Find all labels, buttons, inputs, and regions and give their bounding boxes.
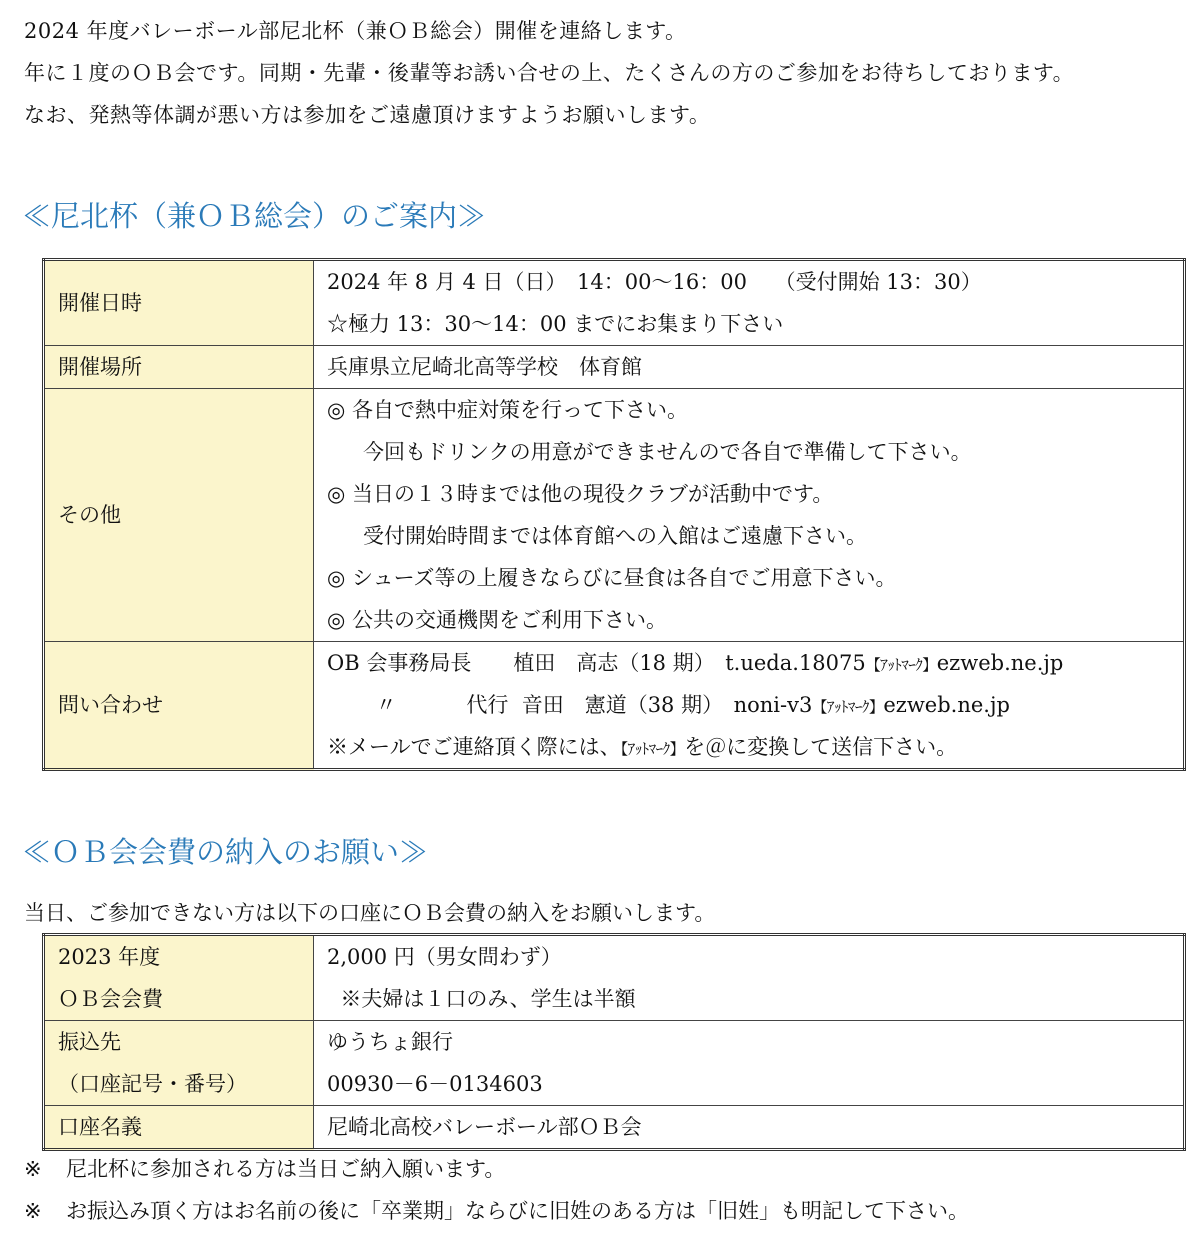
venue-value: 兵庫県立尼崎北高等学校 体育館 xyxy=(314,346,1185,389)
at-mark-text: 【ｱｯﾄﾏｰｸ】 xyxy=(812,698,884,716)
account-value: ゆうちょ銀行 00930－6－0134603 xyxy=(314,1021,1185,1106)
intro-line: 2024 年度バレーボール部尼北杯（兼ＯＢ総会）開催を連絡します。 xyxy=(24,19,687,43)
table-row xyxy=(44,935,1185,1021)
fee-notes xyxy=(24,1148,969,1232)
other-line: 今回もドリンクの用意ができませんので各自で準備して下さい。 xyxy=(363,440,972,464)
table-row xyxy=(44,389,1185,642)
intro-text xyxy=(24,10,1074,136)
at-mark-text: 【ｱｯﾄﾏｰｸ】 xyxy=(865,656,937,674)
at-mark-text: 【ｱｯﾄﾏｰｸ】 xyxy=(620,740,685,758)
datetime-value xyxy=(314,260,1185,346)
contact-value xyxy=(314,642,1185,770)
table-row xyxy=(44,642,1185,770)
account-label: 振込先 （口座記号・番号） xyxy=(44,1021,314,1106)
other-line: ◎ シューズ等の上履きならびに昼食は各自でご用意下さい。 xyxy=(327,566,897,590)
datetime-line: 2024 年 8 月 4 日（日） 14：00～16：00 （受付開始 13：30） xyxy=(327,270,982,294)
fee-info-table xyxy=(42,933,1186,1151)
intro-line: 年に１度のＯＢ会です。同期・先輩・後輩等お誘い合せの上、たくさんの方のご参加をお待ちしております。 xyxy=(24,61,1075,85)
intro-line: なお、発熱等体調が悪い方は参加をご遠慮頂けますようお願いします。 xyxy=(24,103,711,127)
contact-line: 〃 代行 音田 憲道（38 期） noni-v3【ｱｯﾄﾏｰｸ】ezweb.ne.jp xyxy=(327,693,1010,717)
table-row xyxy=(44,1106,1185,1150)
other-line: ◎ 当日の１３時までは他の現役クラブが活動中です。 xyxy=(327,482,834,506)
other-label: その他 xyxy=(44,389,314,642)
venue-label: 開催場所 xyxy=(44,346,314,389)
datetime-note: ☆極力 13：30～14：00 までにお集まり下さい xyxy=(327,312,784,336)
note-item: ※ お振込み頂く方はお名前の後に「卒業期」ならびに旧姓のある方は「旧姓」も明記して下さい。 xyxy=(24,1199,969,1223)
datetime-label: 開催日時 xyxy=(44,260,314,346)
event-guide-title: ≪尼北杯（兼ＯＢ総会）のご案内≫ xyxy=(22,199,487,233)
fee-lead-text: 当日、ご参加できない方は以下の口座にＯＢ会費の納入をお願いします。 xyxy=(24,901,716,925)
contact-label: 問い合わせ xyxy=(44,642,314,770)
contact-line: OB 会事務局長 植田 高志（18 期） t.ueda.18075【ｱｯﾄﾏｰｸ】ezweb.ne.jp xyxy=(327,651,1064,675)
fee-request-title: ≪ＯＢ会会費の納入のお願い≫ xyxy=(22,835,429,869)
note-item: ※ 尼北杯に参加される方は当日ご納入願います。 xyxy=(24,1157,506,1181)
fee-value: 2,000 円（男女問わず） ※夫婦は１口のみ、学生は半額 xyxy=(314,935,1185,1021)
other-line: ◎ 各自で熱中症対策を行って下さい。 xyxy=(327,398,688,422)
holder-label: 口座名義 xyxy=(44,1106,314,1150)
table-row xyxy=(44,346,1185,389)
other-value xyxy=(314,389,1185,642)
event-info-table xyxy=(42,258,1186,771)
table-row xyxy=(44,260,1185,346)
contact-note: ※メールでご連絡頂く際には、【ｱｯﾄﾏｰｸ】を＠に変換して送信下さい。 xyxy=(327,735,958,759)
other-line: ◎ 公共の交通機関をご利用下さい。 xyxy=(327,608,667,632)
holder-value: 尼崎北高校バレーボール部ＯＢ会 xyxy=(314,1106,1185,1150)
other-line: 受付開始時間までは体育館への入館はご遠慮下さい。 xyxy=(363,524,867,548)
fee-label: 2023 年度 ＯＢ会会費 xyxy=(44,935,314,1021)
table-row xyxy=(44,1021,1185,1106)
